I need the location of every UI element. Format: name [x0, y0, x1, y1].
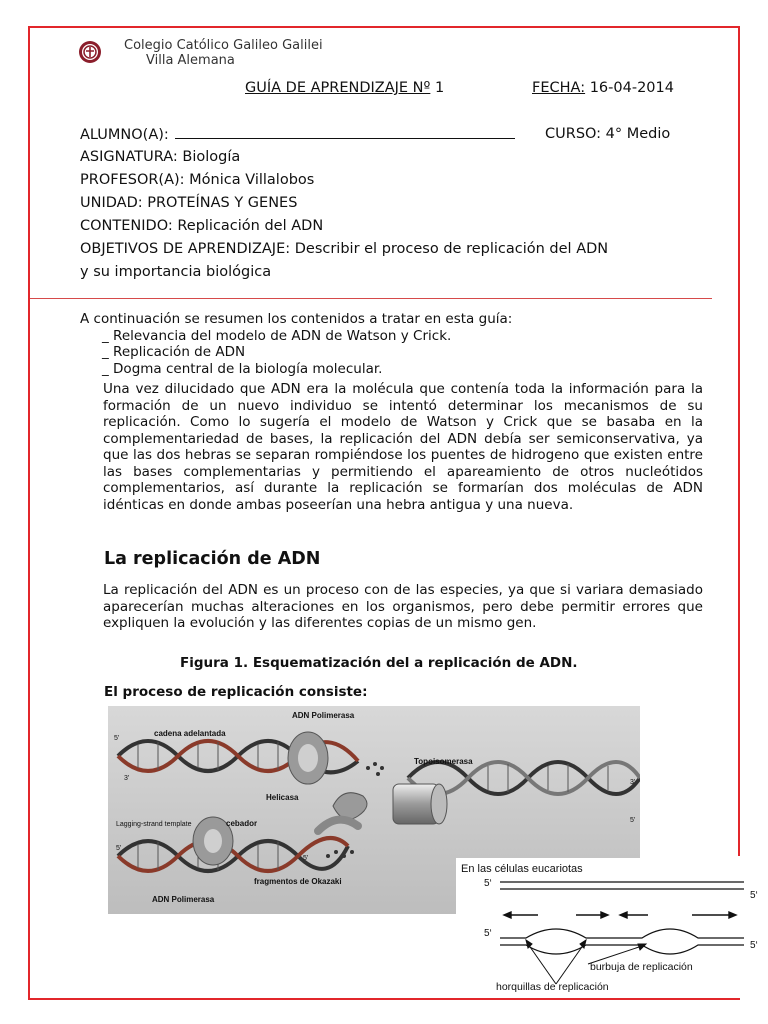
label-polimerasa-top: ADN Polimerasa: [292, 711, 355, 720]
label-three-prime: 3': [630, 779, 636, 786]
label-cebador: cebador: [226, 819, 258, 828]
label-polimerasa-bottom: ADN Polimerasa: [152, 895, 215, 904]
intro-item: _ Dogma central de la biología molecular.: [102, 360, 383, 377]
label-five-prime: 5': [114, 735, 120, 742]
student-label: ALUMNO(A):: [80, 127, 169, 143]
date-value: 16-04-2014: [589, 80, 674, 96]
fig2-five-prime: 5‘: [484, 928, 492, 939]
intro-item: _ Relevancia del modelo de ADN de Watson y Crick.: [102, 327, 452, 344]
student-field: [80, 126, 515, 143]
label-topoisomerasa: Topoisomerasa: [414, 757, 473, 766]
guide-label: GUÍA DE APRENDIZAJE Nº: [245, 80, 431, 96]
fig2-horquillas-label: horquillas de replicación: [496, 981, 609, 993]
figure-caption: Figura 1. Esquematización del a replicación de ADN.: [180, 655, 578, 671]
date-label: FECHA:: [532, 80, 586, 96]
school-name: Colegio Católico Galileo Galilei: [124, 38, 323, 53]
section-heading: La replicación de ADN: [104, 549, 321, 569]
objectives-line-2: y su importancia biológica: [80, 264, 272, 280]
intro-list: [80, 311, 512, 377]
page-frame-right: [738, 26, 740, 856]
eukaryotic-replication-figure: [456, 858, 768, 994]
label-cadena-adelantada: cadena adelantada: [154, 729, 226, 738]
content-label: CONTENIDO: Replicación del ADN: [80, 218, 324, 234]
header-divider: [30, 298, 712, 299]
guide-title: [245, 80, 444, 96]
process-heading: El proceso de replicación consiste:: [104, 684, 368, 700]
intro-item: _ Replicación de ADN: [102, 344, 246, 360]
unit-label: UNIDAD: PROTEÍNAS Y GENES: [80, 195, 298, 211]
fig2-five-prime: 5‘: [750, 890, 758, 901]
subject-label: ASIGNATURA: Biología: [80, 149, 241, 165]
fig2-title: En las células eucariotas: [461, 863, 583, 875]
teacher-label: PROFESOR(A): Mónica Villalobos: [80, 172, 315, 188]
label-five-prime: 5': [116, 845, 122, 852]
label-five-prime: 5': [630, 817, 636, 824]
label-fragmentos: fragmentos de Okazaki: [254, 877, 342, 886]
guide-number: 1: [434, 80, 445, 96]
page-frame-left: [28, 26, 30, 1000]
objectives-line-1: OBJETIVOS DE APRENDIZAJE: Describir el proceso de replicación del ADN: [80, 241, 609, 257]
paragraph-intro: Una vez dilucidado que ADN era la molécula que contenía toda la información para la formación de un nuevo individuo se intentó determinar los mecanismos de su replicación. Como lo sugería el modelo de Watson y Crick que se basaba en la complementariedad de bases, la replicación del ADN debía ser semiconservativa, ya que las dos hebras se separan rompiéndose los puentes de hidrogeno que existen entre las bases complementarias y permitiendo el apareamiento de otros nucleótidos complementarios, así durante la replicación se formarían dos moléculas de ADN idénticas en donde ambas poseerían una hebra antigua y una nueva.: [103, 381, 703, 513]
fig2-five-prime: 5‘: [750, 940, 758, 951]
course-label: CURSO: 4° Medio: [545, 126, 671, 142]
school-city: Villa Alemana: [146, 53, 235, 68]
intro-lead: A continuación se resumen los contenidos a tratar en esta guía:: [80, 311, 513, 327]
page-frame-bottom: [28, 998, 740, 1000]
school-logo-icon: [78, 40, 102, 64]
school-block: [124, 38, 323, 68]
fig2-burbuja-label: burbuja de replicación: [590, 961, 693, 973]
fig2-five-prime: 5‘: [484, 878, 492, 889]
label-helicasa: Helicasa: [266, 793, 299, 802]
student-blank-line: [175, 126, 515, 139]
page-frame-top: [28, 26, 740, 28]
label-three-prime: 3': [124, 775, 130, 782]
paragraph-replication: La replicación del ADN es un proceso con de las especies, ya que si variara demasiado aparecerían muchas alteraciones en los organismos, pero debe permitir errores que expliquen la evolución y las diferentes copias de un mismo gen.: [103, 582, 703, 631]
label-lagging-strand: Lagging-strand template: [116, 821, 192, 828]
label-five-prime: 5': [303, 855, 309, 862]
date-block: [532, 80, 674, 96]
